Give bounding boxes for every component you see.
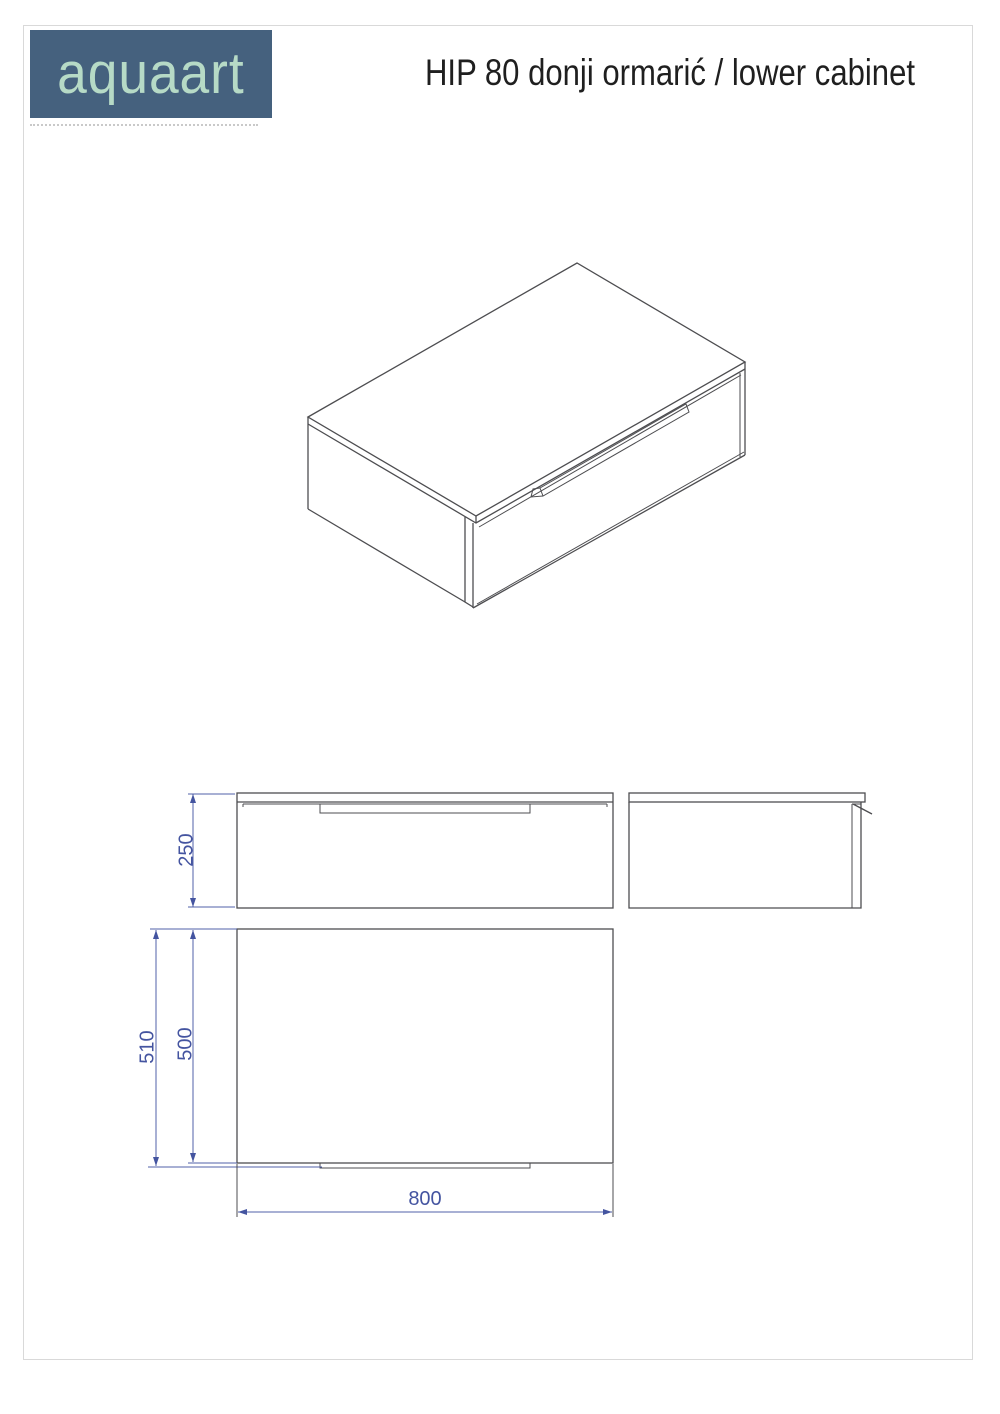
dimension-height [175,794,235,907]
dimension-depth-overall [136,929,322,1167]
dimension-width [237,1164,613,1217]
dimension-depth-label: 500 [174,1027,197,1061]
dimension-depth-overall-label: 510 [136,1030,159,1064]
top-view [136,929,613,1217]
brand-logo-text: aquaart [57,41,245,106]
isometric-view [308,263,745,608]
top-handle-lip [320,1163,530,1168]
front-handle-recess [320,804,530,813]
dimension-depth [174,930,237,1163]
dimension-height-label: 250 [175,833,198,867]
front-view [175,793,613,908]
page-title: HIP 80 donji ormarić / lower cabinet [424,52,916,93]
side-view [629,793,872,908]
dimension-width-label: 800 [408,1188,442,1210]
